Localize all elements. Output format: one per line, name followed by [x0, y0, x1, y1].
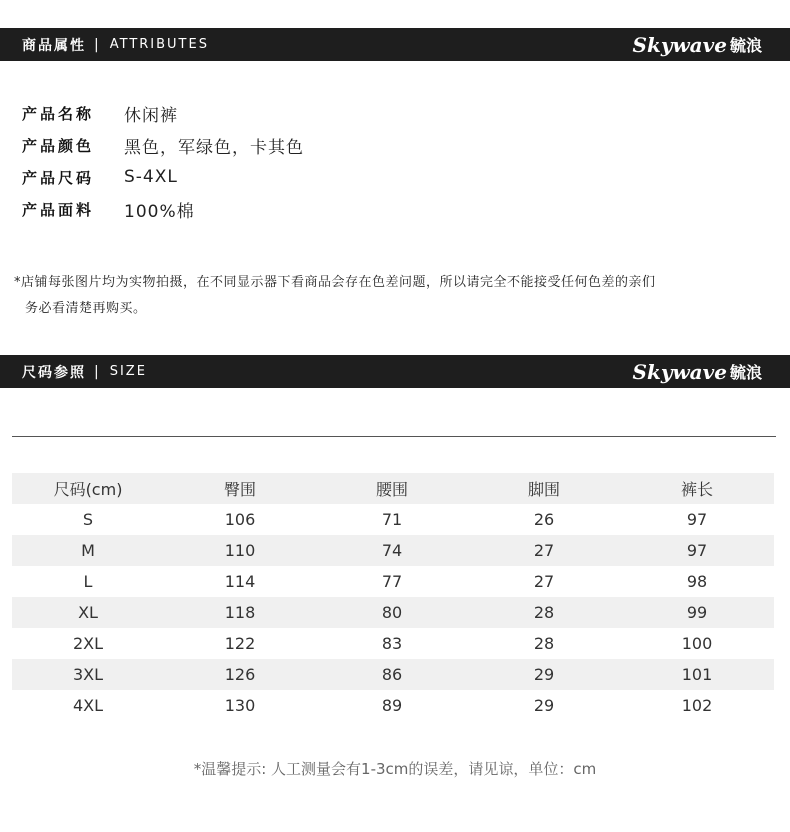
table-cell: 28	[533, 634, 555, 653]
table-cell: 4XL	[72, 696, 104, 715]
header-separator: |	[94, 363, 100, 380]
table-cell: 89	[381, 696, 403, 715]
table-cell: 74	[381, 541, 403, 560]
size-title-en: SIZE	[109, 364, 147, 379]
attribute-row-name	[22, 97, 304, 129]
table-cell: 100	[681, 634, 713, 653]
table-cell: S	[82, 510, 94, 529]
table-cell: M	[81, 541, 95, 560]
size-header-bar	[0, 355, 790, 388]
table-cell: 77	[381, 572, 403, 591]
table-cell: 2XL	[72, 634, 104, 653]
table-cell: 122	[224, 634, 256, 653]
attributes-header-title	[22, 28, 209, 61]
brand-logo	[633, 28, 762, 61]
table-cell: 27	[533, 541, 555, 560]
table-cell: 83	[381, 634, 403, 653]
attribute-label: 产品面料	[22, 200, 95, 219]
size-table	[12, 473, 774, 721]
attribute-label: 产品名称	[22, 104, 95, 123]
table-row	[12, 535, 774, 566]
attribute-row-size	[22, 161, 304, 193]
header-cell-hip: 臀围	[223, 480, 256, 499]
table-row	[12, 659, 774, 690]
table-cell: 97	[686, 510, 708, 529]
attribute-value: 休闲裤	[124, 105, 178, 126]
brand-logo-text: Skywave	[632, 359, 727, 384]
attributes-list	[22, 97, 304, 225]
attributes-header-bar	[0, 28, 790, 61]
attributes-title-en: ATTRIBUTES	[109, 37, 209, 52]
table-cell: 114	[224, 572, 256, 591]
photo-disclaimer	[14, 270, 754, 322]
table-cell: 130	[224, 696, 256, 715]
table-cell: L	[83, 572, 93, 591]
table-cell: 106	[224, 510, 256, 529]
table-cell: 80	[381, 603, 403, 622]
table-row	[12, 597, 774, 628]
table-cell: 118	[224, 603, 256, 622]
attribute-row-color	[22, 129, 304, 161]
attribute-value: 100%棉	[124, 201, 195, 222]
divider-line	[12, 436, 776, 437]
table-cell: 71	[381, 510, 403, 529]
table-cell: 102	[681, 696, 713, 715]
brand-logo-cn: 毓浪	[729, 36, 762, 55]
table-cell: 29	[533, 696, 555, 715]
table-row	[12, 628, 774, 659]
table-cell: 110	[224, 541, 256, 560]
table-cell: 98	[686, 572, 708, 591]
brand-logo	[633, 355, 762, 388]
table-row	[12, 504, 774, 535]
header-cell-length: 裤长	[680, 480, 713, 499]
table-cell: 97	[686, 541, 708, 560]
table-cell: 126	[224, 665, 256, 684]
attribute-value: 黑色，军绿色，卡其色	[124, 137, 304, 158]
table-cell: 27	[533, 572, 555, 591]
measurement-note: *温馨提示: 人工测量会有1-3cm的误差，请见谅，单位：cm	[193, 760, 597, 778]
size-table-header-row	[12, 473, 774, 504]
size-title-cn: 尺码参照	[22, 364, 86, 381]
table-cell: 101	[681, 665, 713, 684]
attribute-label: 产品颜色	[22, 136, 95, 155]
attribute-label: 产品尺码	[22, 168, 95, 187]
header-separator: |	[94, 36, 100, 53]
photo-disclaimer-line1: *店铺每张图片均为实物拍摄，在不同显示器下看商品会存在色差问题，所以请完全不能接受任何色差的亲们	[14, 275, 656, 290]
table-cell: XL	[78, 603, 98, 622]
photo-disclaimer-line2: 务必看清楚再购买。	[25, 301, 147, 316]
table-cell: 99	[686, 603, 708, 622]
table-cell: 3XL	[72, 665, 104, 684]
table-row	[12, 566, 774, 597]
header-cell-size: 尺码(cm)	[53, 480, 123, 499]
brand-logo-text: Skywave	[632, 32, 727, 57]
attribute-row-fabric	[22, 193, 304, 225]
table-row	[12, 690, 774, 721]
header-cell-waist: 腰围	[375, 480, 408, 499]
header-cell-leg-opening: 脚围	[527, 480, 560, 499]
attribute-value: S-4XL	[124, 167, 178, 187]
table-cell: 28	[533, 603, 555, 622]
brand-logo-cn: 毓浪	[729, 363, 762, 382]
table-cell: 26	[533, 510, 555, 529]
size-header-title	[22, 355, 147, 388]
table-cell: 86	[381, 665, 403, 684]
table-cell: 29	[533, 665, 555, 684]
attributes-title-cn: 商品属性	[22, 37, 86, 54]
